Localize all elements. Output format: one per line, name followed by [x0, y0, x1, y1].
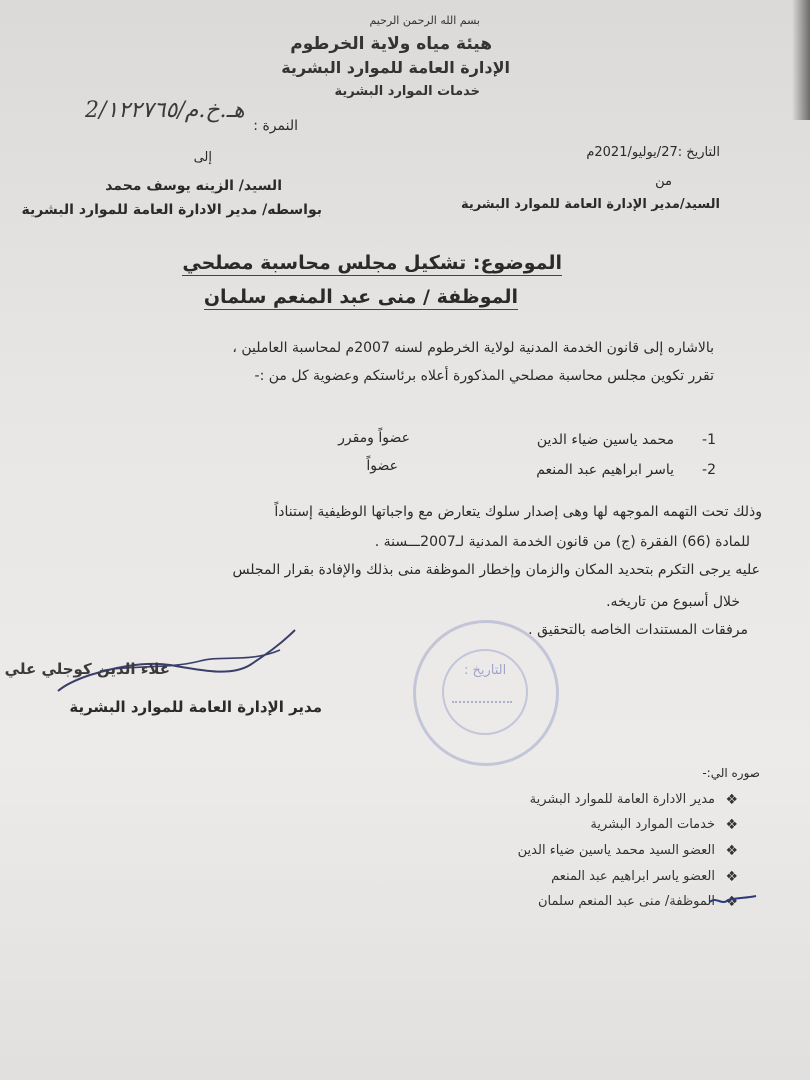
subject-employee: الموظفة / منى عبد المنعم سلمان [203, 286, 518, 308]
diamond-bullet-icon: ❖ [725, 817, 738, 833]
member-1-name: محمد ياسين ضياء الدين [536, 432, 674, 448]
member-2-number: 2- [702, 462, 716, 478]
addressee-via: بواسطه/ مدير الادارة العامة للموارد البشرية [21, 202, 322, 218]
org-name: هيئة مياه ولاية الخرطوم [290, 34, 492, 54]
cc-item: العضو ياسر ابراهيم عبد المنعم [551, 869, 715, 884]
addressee-from: السيد/مدير الإدارة العامة للموارد البشرية [460, 197, 720, 212]
paper-edge-shadow [792, 0, 810, 120]
ref-label: النمرة : [253, 118, 298, 134]
stamp-inner-ring [442, 649, 528, 735]
basmala: بسم الله الرحمن الرحيم [369, 14, 480, 27]
diamond-bullet-icon: ❖ [725, 894, 738, 910]
letter-date: التاريخ :27/يوليو/2021م [586, 145, 720, 160]
dept-name: الإدارة العامة للموارد البشرية [281, 58, 510, 77]
signatory-name: علاء الدين كوجلي علي [4, 660, 170, 678]
cc-item: خدمات الموارد البشرية [590, 817, 715, 832]
body-paragraph-2: تقرر تكوين مجلس محاسبة مصلحي المذكورة أعلاه برئاستكم وعضوية كل من :- [254, 368, 714, 384]
diamond-bullet-icon: ❖ [725, 869, 738, 885]
from-label: من [655, 174, 672, 189]
member-2-role: عضواً [366, 458, 398, 474]
body-paragraph-6: خلال أسبوع من تاريخه. [606, 594, 740, 610]
section-name: خدمات الموارد البشرية [334, 84, 480, 99]
subject-line: الموضوع: تشكيل مجلس محاسبة مصلحي [182, 252, 562, 274]
member-1-role: عضواً ومقرر [338, 430, 410, 446]
signatory-title: مدير الإدارة العامة للموارد البشرية [69, 698, 322, 716]
to-label: إلى [193, 150, 212, 165]
member-1-number: 1- [702, 432, 716, 448]
body-paragraph-5: عليه يرجى التكرم بتحديد المكان والزمان وإخطار الموظفة منى بذلك والإفادة بقرار المجلس [232, 562, 760, 578]
cc-item: مدير الادارة العامة للموارد البشرية [529, 792, 715, 807]
official-stamp [413, 620, 559, 766]
cc-item: الموظفة/ منى عبد المنعم سلمان [538, 894, 715, 909]
pen-checkmark [708, 890, 758, 910]
cc-label: صوره الي:- [702, 766, 760, 780]
cc-item: العضو السيد محمد ياسين ضياء الدين [517, 843, 715, 858]
stamp-date-line [452, 701, 512, 703]
body-paragraph-4: للمادة (66) الفقرة (ج) من قانون الخدمة المدنية لـ2007ـــسنة . [374, 534, 750, 550]
diamond-bullet-icon: ❖ [725, 843, 738, 859]
body-paragraph-1: بالاشاره إلى قانون الخدمة المدنية لولاية الخرطوم لسنه 2007م لمحاسبة العاملين ، [232, 340, 714, 356]
member-2-name: ياسر ابراهيم عبد المنعم [536, 462, 674, 478]
attachments-note: مرفقات المستندات الخاصه بالتحقيق . [528, 622, 748, 638]
addressee-to: السيد/ الزينه يوسف محمد [105, 178, 282, 194]
diamond-bullet-icon: ❖ [725, 792, 738, 808]
body-paragraph-3: وذلك تحت التهمه الموجهه لها وهى إصدار سلوك يتعارض مع واجباتها الوظيفية إستناداً [274, 504, 762, 520]
ref-number: هـ.خ.م/2/١٢٢٧٦٥ [85, 98, 245, 123]
stamp-date-label: التاريخ : [464, 663, 507, 678]
